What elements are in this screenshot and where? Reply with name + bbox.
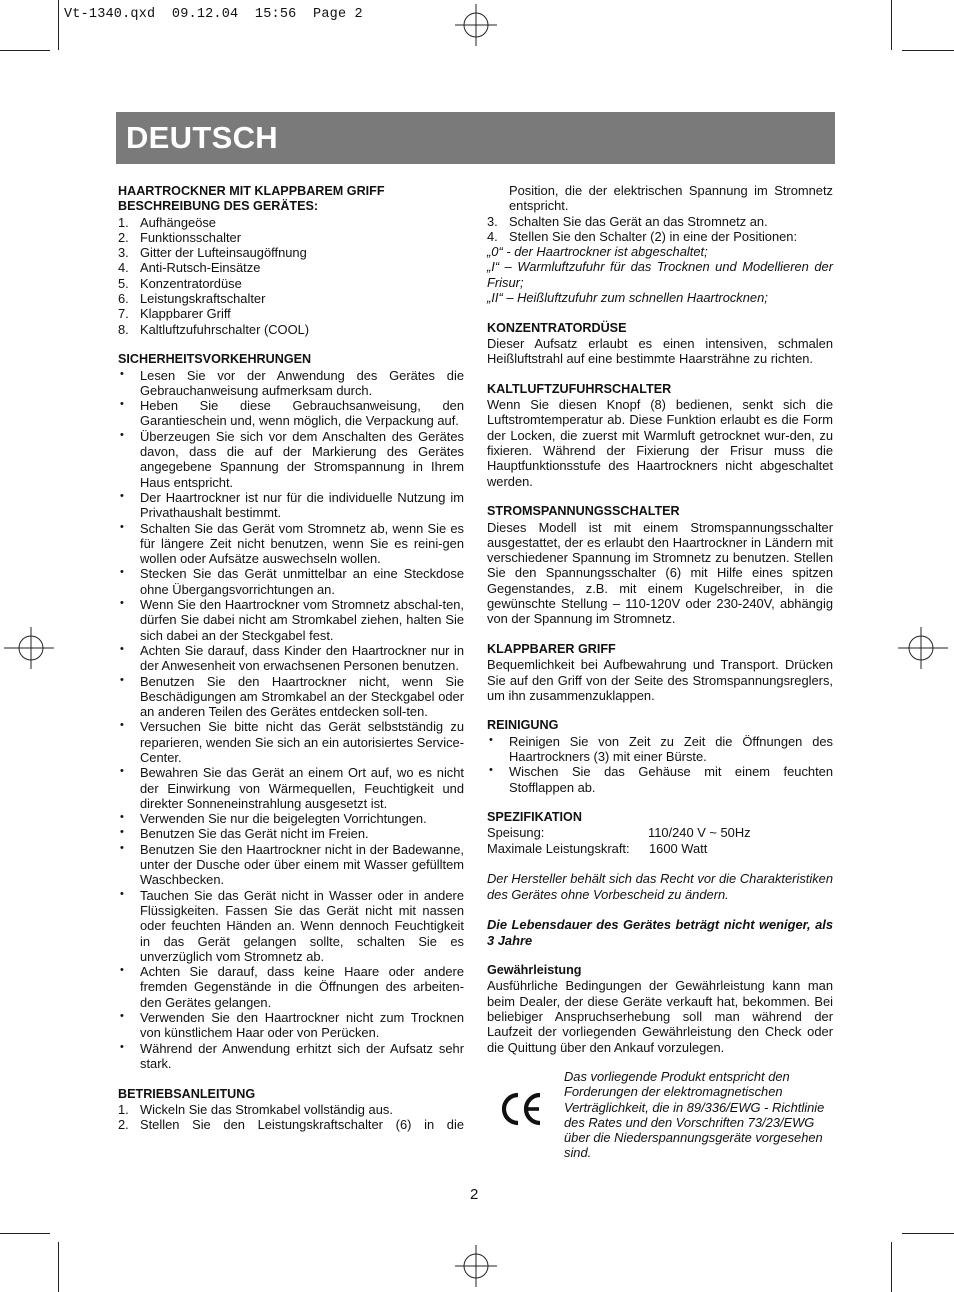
crop-mark [0, 1233, 50, 1234]
operation-heading: BETRIEBSANLEITUNG [118, 1086, 256, 1101]
specification-heading: SPEZIFIKATION [487, 810, 582, 825]
section-banner [116, 112, 835, 164]
crop-mark [0, 50, 50, 51]
registration-mark-icon [455, 1245, 497, 1287]
operation-step-continuation: Position, die der elektrischen Spannung im Stromnetz entspricht. [509, 183, 833, 214]
left-column [118, 184, 464, 1132]
list-item: • Wenn Sie den Haartrockner vom Stromnetz abschal-ten, dürfen Sie dabei nicht am Stromkabel ziehen, halten Sie sich dabei an der Steckgabel fest. [120, 597, 464, 643]
list-item: • Der Haartrockner ist nur für die individuelle Nutzung im Privathaushalt bestimmt. [120, 489, 464, 521]
safety-list [118, 368, 464, 1072]
warranty-text: Ausführliche Bedingungen der Gewährleistung kann man beim Dealer, der diese Geräte verkauft hat, bekommen. Bei beliebiger Anspruchserhebung soll man während der Laufzeit der vorliegenden Gewährleistung den Check oder die Quittung über den Ankauf vorzulegen. [487, 978, 833, 1055]
list-item: • Benutzen Sie das Gerät nicht im Freien. [120, 826, 369, 842]
ce-conformity [487, 1069, 833, 1161]
list-item: 4. Stellen Sie den Schalter (2) in eine der Positionen: [487, 228, 798, 244]
printer-slug: Vt-1340.qxd 09.12.04 15:56 Page 2 [64, 7, 363, 22]
switch-position: „II“ – Heißluftzufuhr zum schnellen Haartrocknen; [487, 290, 768, 306]
list-item: 6. Leistungskraftschalter [118, 291, 266, 307]
crop-mark [891, 0, 892, 50]
crop-mark [58, 1242, 59, 1292]
ce-mark-icon [499, 1091, 545, 1127]
concentrator-text: Dieser Aufsatz erlaubt es einen intensiven, schmalen Heißluftstrahl auf eine bestimmte Haarsträhne zu richten. [487, 335, 833, 367]
list-item: • Während der Anwendung erhitzt sich der Aufsatz sehr stark. [120, 1040, 464, 1071]
voltage-switch-text: Dieses Modell ist mit einem Stromspannungsschalter ausgestattet, der es erlaubt den Haartrockner in Ländern mit verschiedener Spannung im Stromnetz zu benutzen. Stellen Sie den Spannungsschalter (6) mit Hilfe eines spitzen Gegenstandes, z.B. mit einem Kugelschreiber, in die gewünschte Stellung – 110-120V oder 230-240V, abhängig von der Spannung im Stromnetz. [487, 519, 833, 627]
list-item: 1. Wickeln Sie das Stromkabel vollständig aus. [118, 1101, 393, 1117]
registration-mark-icon [898, 627, 948, 669]
registration-mark-icon [455, 4, 497, 46]
list-item: • Bewahren Sie das Gerät an einem Ort auf, wo es nicht der Einwirkung von Wärmequellen, Feuchtigkeit und direkter Sonneneinstrahlung ausgesetzt ist. [120, 765, 464, 811]
list-item: 8. Kaltluftzufuhrschalter (COOL) [118, 321, 310, 337]
manufacturer-note: Der Hersteller behält sich das Recht vor die Charakteristiken des Gerätes ohne Vorbescheid zu ändern. [487, 871, 833, 902]
crop-mark [891, 1242, 892, 1292]
list-item: 2. Funktionsschalter [118, 229, 242, 245]
list-item: 3. Schalten Sie das Gerät an das Stromnetz an. [487, 213, 768, 229]
cool-switch-text: Wenn Sie diesen Knopf (8) bedienen, senkt sich die Luftstromtemperatur ab. Diese Funktion erlaubt es die Form der Locken, die zuerst mit Warmluft getrocknet wur-den, zu fixieren. Während der Fixierung der Frisur muss die Hauptfunktionsstufe des Haartrockners nicht abgeschaltet werden. [487, 397, 833, 489]
folding-handle-heading: KLAPPBARER GRIFF [487, 641, 616, 656]
list-item: • Heben Sie diese Gebrauchsanweisung, den Garantieschein und, wenn möglich, die Verpackung auf. [120, 398, 464, 429]
list-item: • Überzeugen Sie sich vor dem Anschalten des Gerätes davon, dass die auf der Markierung des Gerätes angegebene Spannung der Stromspannung in Ihrem Haus entspricht. [120, 428, 464, 490]
switch-position: „I“ – Warmluftzufuhr für das Trocknen und Modellieren der Frisur; [487, 259, 833, 290]
list-item: 4. Anti-Rutsch-Einsätze [118, 260, 261, 276]
list-item: • Schalten Sie das Gerät vom Stromnetz ab, wenn Sie es für längere Zeit nicht benutzen, wenn Sie es reini-gen wollen oder Aufsätze auswechseln wollen. [120, 520, 464, 567]
banner-title: DEUTSCH [126, 120, 278, 155]
spec-row: Maximale Leistungskraft: 1600 Watt [487, 840, 708, 856]
right-column [487, 183, 833, 1161]
list-item: • Benutzen Sie den Haartrockner nicht, wenn Sie Beschädigungen am Stromkabel an der Steckgabel oder an anderen Teilen des Gerätes entdecken soll-ten. [120, 673, 464, 720]
crop-mark [902, 1233, 954, 1234]
safety-heading: SICHERHEITSVORKEHRUNGEN [118, 352, 312, 367]
list-item: • Lesen Sie vor der Anwendung des Gerätes die Gebrauchanweisung aufmerksam durch. [120, 367, 464, 398]
list-item: • Benutzen Sie den Haartrockner nicht in der Badewanne, unter der Dusche oder über einem mit Wasser gefülltem Waschbecken. [120, 841, 464, 888]
list-item: • Achten Sie darauf, dass Kinder den Haartrockner nur in der Anwesenheit von erwachsenen Personen benutzen. [120, 642, 464, 674]
concentrator-heading: KONZENTRATORDÜSE [487, 320, 627, 335]
list-item: 1. Aufhängeöse [118, 214, 216, 230]
folding-handle-text: Bequemlichkeit bei Aufbewahrung und Transport. Drücken Sie auf den Griff von der Seite des Stromspannungsreglers, um ihn zusammenzuklappen. [487, 657, 833, 703]
list-item: • Wischen Sie das Gehäuse mit einem feuchten Stofflappen ab. [489, 764, 833, 795]
spec-row: Speisung: 110/240 V ~ 50Hz [487, 825, 751, 841]
list-item: • Verwenden Sie den Haartrockner nicht zum Trocknen von künstlichem Haar oder von Perücken. [120, 1010, 464, 1041]
list-item: 3. Gitter der Lufteinsaugöffnung [118, 245, 307, 261]
registration-mark-icon [4, 627, 54, 669]
description-heading: BESCHREIBUNG DES GERÄTES: [118, 199, 319, 214]
page-number: 2 [470, 1186, 479, 1203]
list-item: • Versuchen Sie bitte nicht das Gerät selbstständig zu reparieren, wenden Sie sich an ein autorisiertes Service-Center. [120, 719, 464, 765]
list-item: 5. Konzentratordüse [118, 275, 242, 291]
cleaning-heading: REINIGUNG [487, 718, 559, 733]
list-item: • Stecken Sie das Gerät unmittelbar an eine Steckdose ohne Übergangsvorrichtungen an. [120, 566, 464, 597]
list-item: • Verwenden Sie nur die beigelegten Vorrichtungen. [120, 811, 427, 827]
crop-mark [902, 50, 954, 51]
list-item: 2. Stellen Sie den Leistungskraftschalter (6) in die [118, 1117, 464, 1133]
switch-position: „0“ - der Haartrockner ist abgeschaltet; [487, 244, 708, 260]
list-item: • Tauchen Sie das Gerät nicht in Wasser oder in andere Flüssigkeiten. Fassen Sie das Gerät nicht mit nassen oder feuchten Händen an. Wenn dennoch Feuchtigkeit in das Gerät gelangen sollte, schalten Sie es unverzüglich vom Stromnetz ab. [120, 887, 464, 964]
list-item: • Achten Sie darauf, dass keine Haare oder andere fremden Gegenstände in die Öffnungen des arbeiten-den Gerätes gelangen. [120, 964, 464, 1010]
list-item: • Reinigen Sie von Zeit zu Zeit die Öffnungen des Haartrockners (3) mit einer Bürste. [489, 733, 833, 764]
cool-switch-heading: KALTLUFTZUFUHRSCHALTER [487, 381, 672, 396]
list-item: 7. Klappbarer Griff [118, 306, 231, 322]
voltage-switch-heading: STROMSPANNUNGSSCHALTER [487, 504, 680, 519]
product-heading: HAARTROCKNER MIT KLAPPBAREM GRIFF [118, 184, 385, 198]
warranty-heading: Gewährleistung [487, 963, 582, 978]
crop-mark [58, 0, 59, 50]
lifetime-note: Die Lebensdauer des Gerätes beträgt nicht weniger, als 3 Jahre [487, 917, 833, 948]
operation-list [118, 1102, 464, 1133]
parts-list [118, 215, 464, 337]
ce-text: Das vorliegende Produkt entspricht den Forderungen der elektromagnetischen Verträglichkeit, die in 89/336/EWG - Richtlinie des Rates und den Vorschriften 73/23/EWG über die Niederspannungsgeräte vorgesehen sind. [564, 1068, 825, 1161]
